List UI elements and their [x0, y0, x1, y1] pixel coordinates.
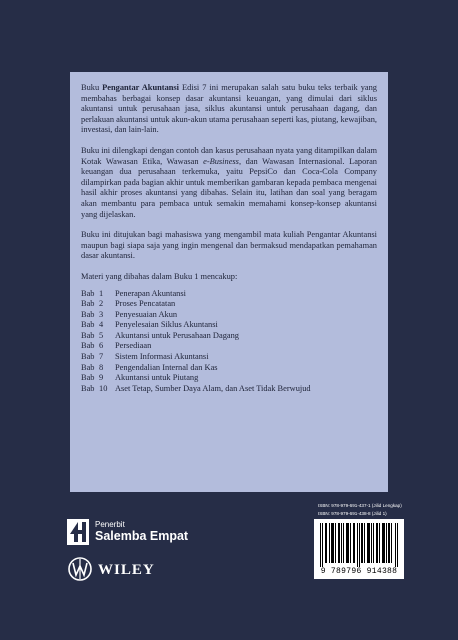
- chapter-item: Bab 5 Akuntansi untuk Perusahaan Dagang: [81, 330, 239, 340]
- publisher-name: Salemba Empat: [95, 529, 189, 543]
- chapter-item: Bab 1 Penerapan Akuntansi: [81, 288, 186, 298]
- chapter-list: [81, 289, 377, 395]
- chapter-item: Bab 9 Akuntansi untuk Piutang: [81, 373, 199, 383]
- description-paragraph-1: [81, 83, 377, 136]
- chapter-item: Bab 8 Pengendalian Internal dan Kas: [81, 362, 218, 372]
- isbn-info: [318, 502, 402, 518]
- description-paragraph-2: [81, 146, 377, 220]
- barcode-number: 9 789796 914388: [320, 567, 398, 576]
- chapter-item: Bab 10 Aset Tetap, Sumber Daya Alam, dan Aset Tidak Berwujud: [81, 383, 311, 393]
- description-panel: [70, 72, 388, 492]
- book-title-bold: Pengantar Akuntansi: [102, 83, 180, 92]
- p2-end: , dan Wawasan Internasional. Laporan keuangan dua perusahaan terkemuka, yaitu PepsiCo dan Coca-Cola Company dilampirkan pada bagian akhir untuk memberikan gambaran kepada pembaca mengenai hasil akhir proses akuntansi yang dibahas. Selain itu, latihan dan soal yang beragam akan membantu para pembaca untuk semakin memahami konsep-konsep akuntansi yang dijelaskan.: [81, 156, 377, 219]
- p1-end: Edisi 7 ini merupakan salah satu buku teks terbaik yang membahas berbagai konsep dasar akuntansi keuangan, yang dimulai dari siklus akuntansi untuk perusahaan jasa, siklus akuntansi untuk perusahaan dagang, dan perlakuan akuntansi untuk akun-akun utama perusahaan seperti kas, piutang, kewajiban, investasi, dan lain-lain.: [81, 83, 377, 135]
- chapter-item: Bab 3 Penyesuaian Akun: [81, 309, 178, 319]
- isbn-line-2: ISBN: 978-979-691-438-8 (Jilid 1): [318, 511, 387, 516]
- isbn-line-1: ISBN: 978-979-691-437-1 (Jilid Lengkap): [318, 503, 402, 508]
- chapter-item: Bab 7 Sistem Informasi Akuntansi: [81, 352, 209, 362]
- chapter-item: Bab 4 Penyelesaian Siklus Akuntansi: [81, 320, 218, 330]
- barcode: [314, 519, 404, 579]
- e-business-italic: e-Business: [203, 156, 239, 166]
- wiley-wordmark: WILEY: [98, 562, 155, 578]
- publisher-label: Penerbit: [95, 520, 125, 529]
- p2-start: Buku ini dilengkapi dengan contoh dan kasus perusahaan nyata yang ditampilkan dalam Kotak Wawasan Etika, Wawasan: [81, 145, 377, 166]
- chapter-item: Bab 6 Persediaan: [81, 341, 152, 351]
- publisher-logo-block: [67, 519, 207, 549]
- chapter-item: Bab 2 Proses Pencatatan: [81, 299, 176, 309]
- wiley-emblem-icon: [68, 555, 92, 583]
- wiley-logo-block: [68, 555, 188, 587]
- description-paragraph-3: Buku ini ditujukan bagi mahasiswa yang mengambil mata kuliah Pengantar Akuntansi maupun bagi siapa saja yang ingin mengenal dan bermaksud mendapatkan pemahaman dasar akuntansi.: [81, 230, 377, 261]
- salemba-empat-logo-icon: [67, 519, 89, 545]
- chapters-intro: Materi yang dibahas dalam Buku 1 mencakup:: [81, 271, 238, 281]
- p1-start: Buku: [81, 83, 103, 92]
- barcode-icon: [320, 523, 398, 567]
